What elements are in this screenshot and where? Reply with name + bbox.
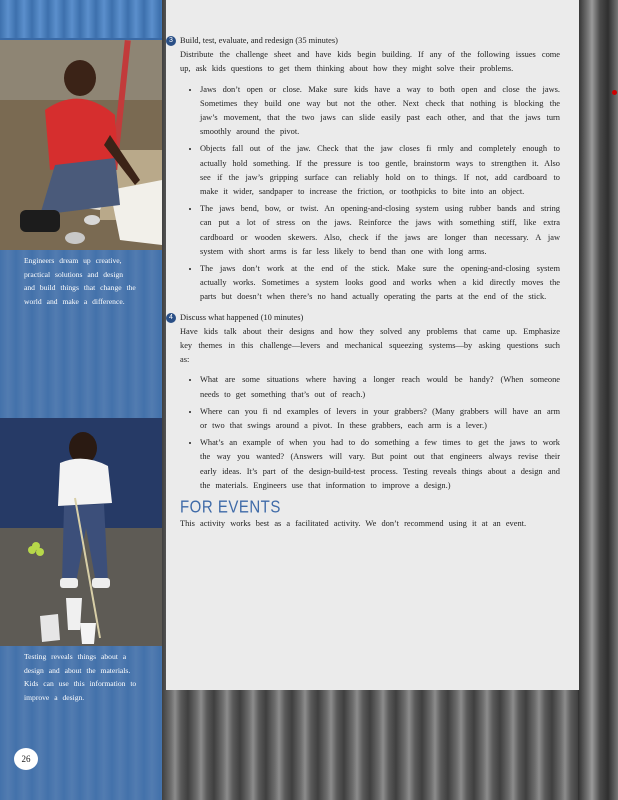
caption-top bbox=[0, 250, 162, 418]
left-sidebar bbox=[0, 0, 162, 800]
step-3-heading: Build, test, evaluate, and redesign (35 minutes) bbox=[180, 36, 338, 45]
list-item: • Objects fall out of the jaw. Check that the jaw closes fi rmly and completely enough to actually hold something. If the pressure is too gentle, brainstorm ways to strengthen it. Also see if the jaw’s gripping surface can reliably hold on to things. If not, add cardboard to make it wider, sandpaper to increase the friction, or toothpicks to bite into an object. bbox=[200, 142, 560, 199]
list-item: • The jaws bend, bow, or twist. An opening-and-closing system using rubber bands and string can put a lot of stress on the jaws. Reinforce the jaws with something stiff, like extra cardboard or wooden skewers. Also, check if the jaws are longer than necessary. A jaw system with short arms is far less likely to bend than one with long arms. bbox=[200, 202, 560, 259]
step-4 bbox=[169, 311, 560, 493]
for-events-text: This activity works best as a facilitated activity. We don’t recommend using it at an event. bbox=[180, 519, 527, 529]
content-panel bbox=[166, 0, 579, 690]
photo-girl-testing-image bbox=[0, 418, 162, 646]
for-events-heading: FOR EVENTS bbox=[180, 497, 281, 518]
page-number: 26 bbox=[14, 748, 38, 770]
caption-bottom bbox=[0, 646, 162, 800]
red-marker bbox=[612, 90, 617, 95]
step-4-number-icon: 4 bbox=[166, 313, 176, 323]
step-4-bullet-list bbox=[180, 373, 560, 493]
photo-boy-building bbox=[0, 40, 162, 250]
caption-top-text: Engineers dream up creative, practical solutions and design and build things that change the world and make a difference. bbox=[24, 256, 136, 306]
list-item: • What are some situations where having a longer reach would be handy? (When someone needs to get something that’s out of reach.) bbox=[200, 373, 560, 401]
step-4-intro: Have kids talk about their designs and how they solved any problems that came up. Emphasize key themes in this challenge—levers and mechanical squeezing systems—by asking questions such as: bbox=[180, 326, 560, 365]
step-3-bullet-list bbox=[180, 83, 560, 305]
list-item: • What’s an example of when you had to do something a few times to get the jaws to work the way you wanted? (Answers will vary. But point out that engineers always revise their early ideas. It’s part of the design-build-test process. Testing reveals things about a design and the materials. Engineers use that information to improve a design.) bbox=[200, 436, 560, 493]
caption-bottom-text: Testing reveals things about a design and about the materials. Kids can use this information to improve a design. bbox=[24, 652, 137, 702]
step-3-intro: Distribute the challenge sheet and have kids begin building. If any of the following issues come up, ask kids questions to get them thinking about how they might solve their problems. bbox=[180, 50, 560, 74]
content-body bbox=[169, 34, 560, 532]
list-item: • Where can you fi nd examples of levers in your grabbers? (Many grabbers will have an arm or two that swings around a pivot. In these grabbers, each arm is a lever.) bbox=[200, 405, 560, 433]
corrugated-metal-edge bbox=[578, 0, 618, 800]
sidebar-top-band bbox=[0, 0, 162, 38]
step-3-number-icon: 3 bbox=[166, 36, 176, 46]
step-3 bbox=[169, 34, 560, 305]
list-item: • The jaws don’t work at the end of the stick. Make sure the opening-and-closing system actually works. Sometimes a system looks good and works when a kid directly moves the parts but doesn’t when there’s no hand actually operating the parts at the end of the stick. bbox=[200, 262, 560, 305]
step-4-heading: Discuss what happened (10 minutes) bbox=[180, 312, 304, 322]
list-item: • Jaws don’t open or close. Make sure kids have a way to both open and close the jaws. Sometimes they build one way but not the other. Next check that nothing is blocking the jaw’s movement, that the two jaws can slide easily past each other, and that the jaws turn smoothly around the pivot. bbox=[200, 83, 560, 140]
photo-girl-testing bbox=[0, 418, 162, 646]
photo-boy-building-image bbox=[0, 40, 162, 250]
